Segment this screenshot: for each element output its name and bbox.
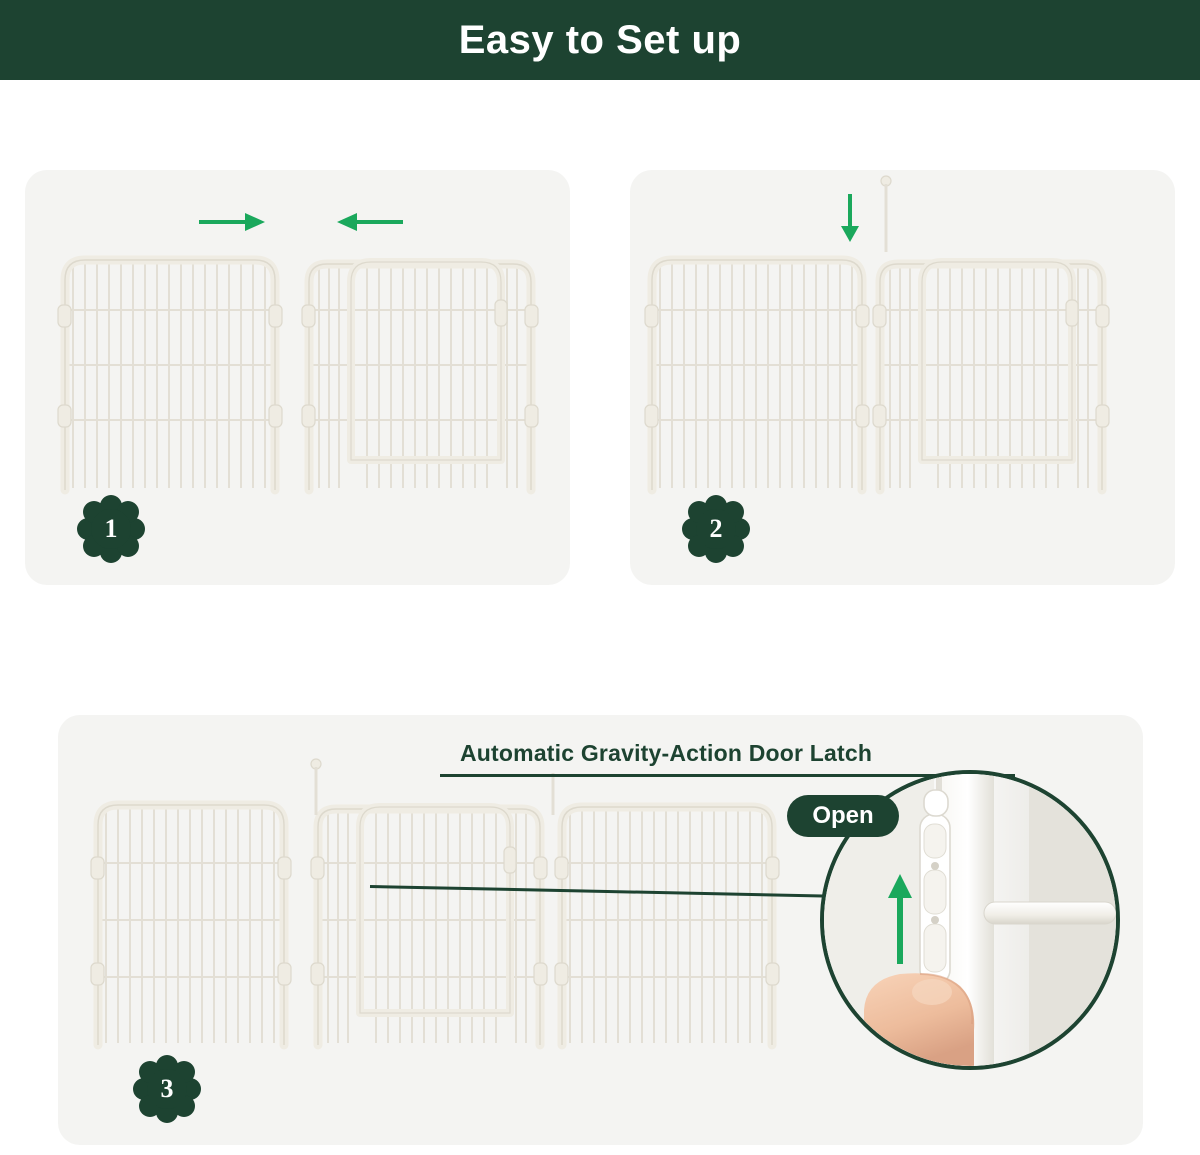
step-badge-3 bbox=[133, 1055, 201, 1123]
page-title: Easy to Set up bbox=[458, 17, 742, 62]
step-badge-1 bbox=[77, 495, 145, 563]
pen-panel-a-3 bbox=[78, 785, 308, 1055]
pen-panel-door-3 bbox=[304, 785, 554, 1055]
step-badge-number: 1 bbox=[104, 514, 118, 543]
step-badge-number: 2 bbox=[709, 514, 723, 543]
arrow-left-icon bbox=[335, 210, 405, 239]
arrow-right-icon bbox=[197, 210, 267, 239]
arrow-down-icon bbox=[838, 192, 862, 249]
pen-panel-left-1 bbox=[43, 240, 293, 500]
open-badge-label: Open bbox=[812, 802, 874, 829]
pen-panel-left-2 bbox=[630, 240, 880, 500]
connector-pin-2 bbox=[876, 174, 896, 254]
connector-pin-3b bbox=[541, 771, 565, 817]
latch-callout-title: Automatic Gravity-Action Door Latch bbox=[460, 740, 873, 766]
page-header bbox=[0, 0, 1200, 80]
step-card-1 bbox=[25, 170, 570, 585]
step-card-2 bbox=[630, 170, 1175, 585]
connector-pin-3a bbox=[304, 757, 328, 817]
pen-panel-door-2 bbox=[866, 240, 1116, 500]
steps-row bbox=[0, 170, 1200, 585]
step-badge-number: 3 bbox=[160, 1074, 174, 1103]
pen-panel-door-1 bbox=[295, 240, 545, 500]
step-badge-2 bbox=[682, 495, 750, 563]
pen-panel-c-3 bbox=[540, 785, 790, 1055]
open-badge bbox=[787, 795, 899, 837]
